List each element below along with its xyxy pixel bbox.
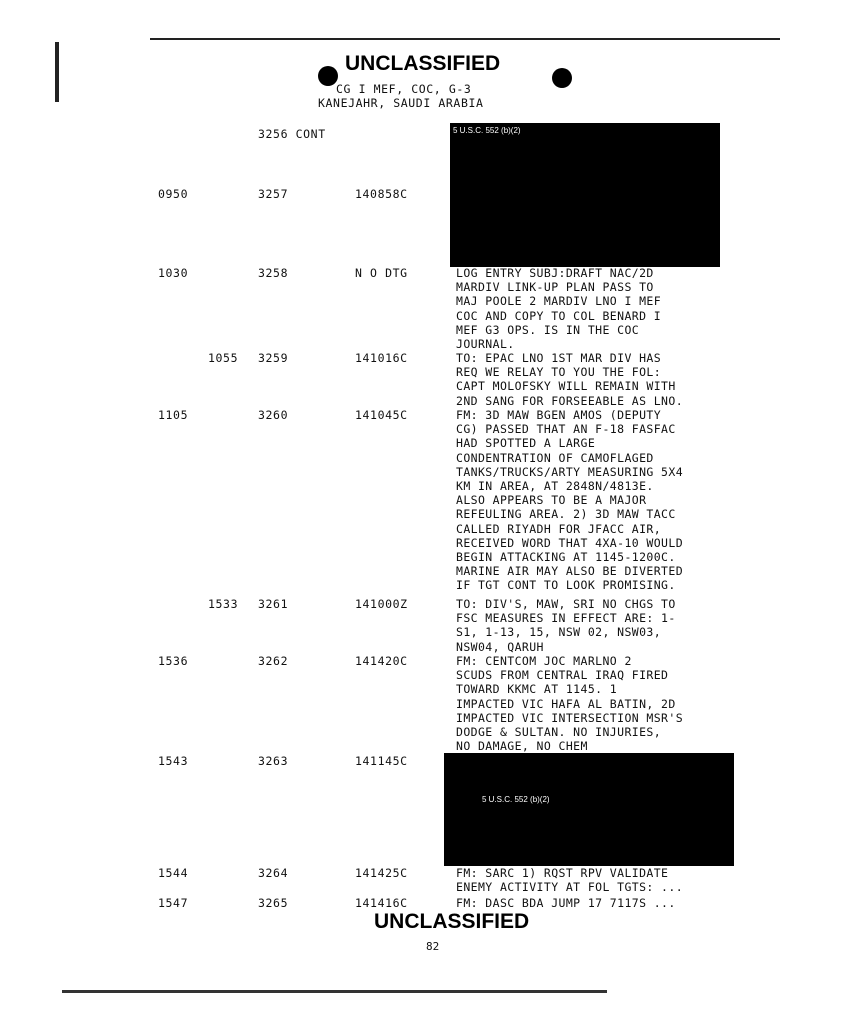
entry-line: FM: CENTCOM JOC MARLNO 2 [456,654,632,668]
entry-line: TO: EPAC LNO 1ST MAR DIV HAS [456,351,662,365]
entry-line: ALSO APPEARS TO BE A MAJOR [456,493,647,508]
entry-time: 1536 [158,654,189,668]
entry-text [456,866,746,894]
punch-hole-left [318,66,338,86]
entry-line: REFEULING AREA. 2) 3D MAW TACC [456,507,676,522]
page-number: 82 [426,940,440,953]
entry-number: 3261 [258,597,289,611]
entry-line: FM: SARC 1) RQST RPV VALIDATE [456,866,669,880]
entry-line: TOWARD KKMC AT 1145. 1 [456,682,618,697]
entry-dtg: 141145C [355,754,408,768]
entry-time: 1547 [158,896,189,910]
entry-text [456,266,746,351]
entry-number: 3263 [258,754,289,768]
entry-time: 1055 [208,351,239,365]
entry-line: NO DAMAGE, NO CHEM [456,739,588,754]
entry-dtg: 141425C [355,866,408,880]
entry-text [456,351,746,408]
entry-line: MARINE AIR MAY ALSO BE DIVERTED [456,564,684,579]
entry-line: TO: DIV'S, MAW, SRI NO CHGS TO [456,597,676,611]
entry-text [456,408,746,593]
entry-dtg: 141420C [355,654,408,668]
entry-dtg: N O DTG [355,266,408,280]
punch-hole-right [552,68,572,88]
entry-line: MAJ POOLE 2 MARDIV LNO I MEF [456,294,662,309]
entry-number: 3259 [258,351,289,365]
redaction-block-2 [444,753,734,866]
entry-line: CONDENTRATION OF CAMOFLAGED [456,450,654,465]
entry-line: KM IN AREA, AT 2848N/4813E. [456,479,654,494]
entry-text [456,597,746,654]
entry-line: MARDIV LINK-UP PLAN PASS TO [456,280,654,295]
entry-time: 0950 [158,187,189,201]
entry-time: 1533 [208,597,239,611]
entry-line: DODGE & SULTAN. NO INJURIES, [456,725,662,740]
entry-line: FSC MEASURES IN EFFECT ARE: 1- [456,611,676,626]
entry-line: LOG ENTRY SUBJ:DRAFT NAC/2D [456,266,654,280]
entry-time: 1543 [158,754,189,768]
entry-time: 1105 [158,408,189,422]
entry-dtg: 141045C [355,408,408,422]
entry-line: JOURNAL. [456,337,515,352]
entry-line: 2ND SANG FOR FORSEEABLE AS LNO. [456,393,684,408]
continuation-label: 3256 CONT [258,127,326,141]
entry-line: RECEIVED WORD THAT 4XA-10 WOULD [456,535,684,550]
entry-number: 3262 [258,654,289,668]
entry-line: IF TGT CONT TO LOOK PROMISING. [456,578,676,593]
entry-text [456,896,746,910]
entry-dtg: 141016C [355,351,408,365]
entry-line: IMPACTED VIC HAFA AL BATIN, 2D [456,696,676,711]
entry-line: IMPACTED VIC INTERSECTION MSR'S [456,710,684,725]
classification-top: UNCLASSIFIED [345,52,501,75]
entry-line: FM: DASC BDA JUMP 17 7117S ... [456,896,676,910]
entry-dtg: 140858C [355,187,408,201]
entry-line: BEGIN ATTACKING AT 1145-1200C. [456,550,676,565]
entry-time: 1030 [158,266,189,280]
entry-line: NSW04, QARUH [456,639,544,654]
redaction-label-2: 5 U.S.C. 552 (b)(2) [482,795,550,804]
classification-bottom: UNCLASSIFIED [374,910,530,933]
entry-line: MEF G3 OPS. IS IN THE COC [456,322,640,337]
entry-line: REQ WE RELAY TO YOU THE FOL: [456,365,662,380]
top-rule [150,38,780,40]
entry-line: COC AND COPY TO COL BENARD I [456,308,662,323]
entry-line: SCUDS FROM CENTRAL IRAQ FIRED [456,668,669,683]
entry-time: 1544 [158,866,189,880]
entry-line: HAD SPOTTED A LARGE [456,436,596,451]
entry-dtg: 141416C [355,896,408,910]
entry-line: S1, 1-13, 15, NSW 02, NSW03, [456,625,662,640]
entry-line: CALLED RIYADH FOR JFACC AIR, [456,521,662,536]
redaction-block-1 [450,123,720,267]
entry-number: 3258 [258,266,289,280]
entry-text [456,654,746,753]
header-unit: CG I MEF, COC, G-3 [336,82,472,96]
entry-line: CG) PASSED THAT AN F-18 FASFAC [456,422,676,437]
bottom-rule [62,990,607,993]
entry-line: TANKS/TRUCKS/ARTY MEASURING 5X4 [456,464,684,479]
entry-line: ENEMY ACTIVITY AT FOL TGTS: ... [456,880,684,895]
entry-dtg: 141000Z [355,597,408,611]
entry-line: FM: 3D MAW BGEN AMOS (DEPUTY [456,408,662,422]
entry-number: 3260 [258,408,289,422]
entry-number: 3264 [258,866,289,880]
redaction-label-1: 5 U.S.C. 552 (b)(2) [453,126,521,135]
entry-number: 3265 [258,896,289,910]
entry-number: 3257 [258,187,289,201]
binding-mark [55,42,59,102]
header-location: KANEJAHR, SAUDI ARABIA [318,96,484,110]
entry-line: CAPT MOLOFSKY WILL REMAIN WITH [456,379,676,394]
